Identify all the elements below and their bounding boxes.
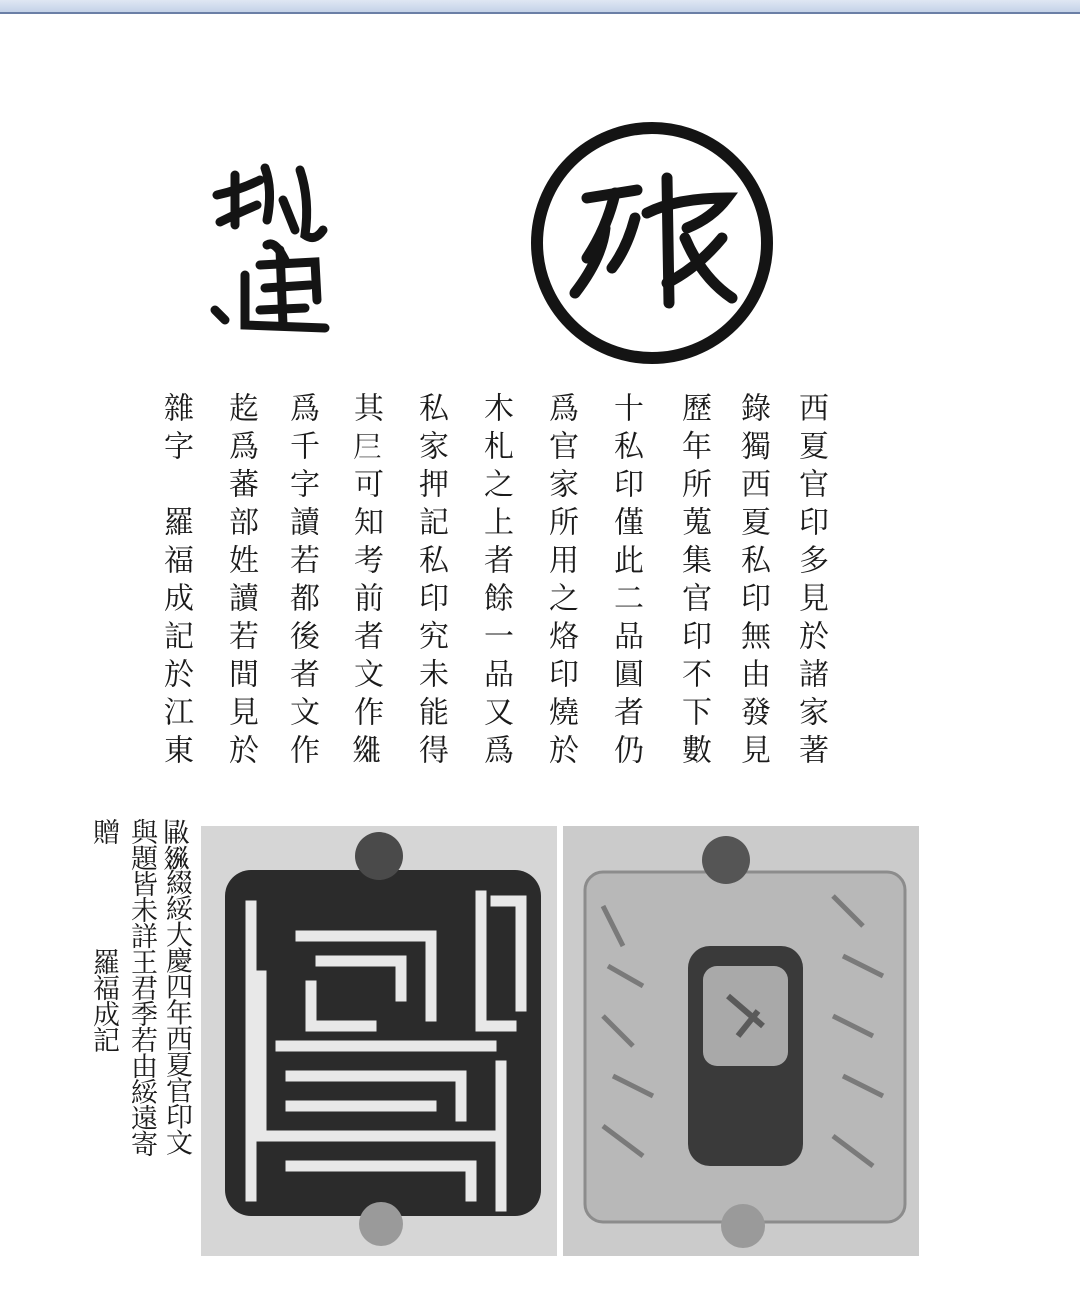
body-column-5: 爲官家所用之烙印燒於 xyxy=(543,392,578,772)
seal-glyph-left-icon xyxy=(205,150,335,340)
body-column-1: 西夏官印多見於諸家著 xyxy=(793,392,828,772)
body-column-2: 錄獨西夏私印無由發見 xyxy=(735,392,770,772)
body-column-10: 䞘爲蕃部姓讀若間見於 xyxy=(223,392,258,772)
body-column-4: 十私印僅此二品圓者仍 xyxy=(608,392,643,772)
body-column-3: 歷年所蒐集官印不下數 xyxy=(676,392,711,772)
window-top-bar xyxy=(0,0,1080,14)
body-column-8: 其𡰥可知考前者文作𗋊 xyxy=(348,392,383,772)
round-seal-icon xyxy=(527,118,777,368)
caption-column-3: 贈 羅福成記 xyxy=(88,818,119,1052)
caption-column-2: 與題皆未詳王君季若由綏遠寄 xyxy=(126,818,157,1156)
body-column-11: 雜字 羅福成記於江東 xyxy=(158,392,193,772)
body-column-7: 私家押記私印究未能得 xyxy=(413,392,448,772)
seal-face-photo xyxy=(201,826,557,1256)
caption-column-1: 𗁹𗿍綴綏大慶四年西夏官印文 xyxy=(161,818,192,1155)
body-column-9: 爲千字讀若都後者文作 xyxy=(284,392,319,772)
seal-back-photo xyxy=(563,826,919,1256)
body-column-6: 木札之上者餘一品又爲 xyxy=(478,392,513,772)
